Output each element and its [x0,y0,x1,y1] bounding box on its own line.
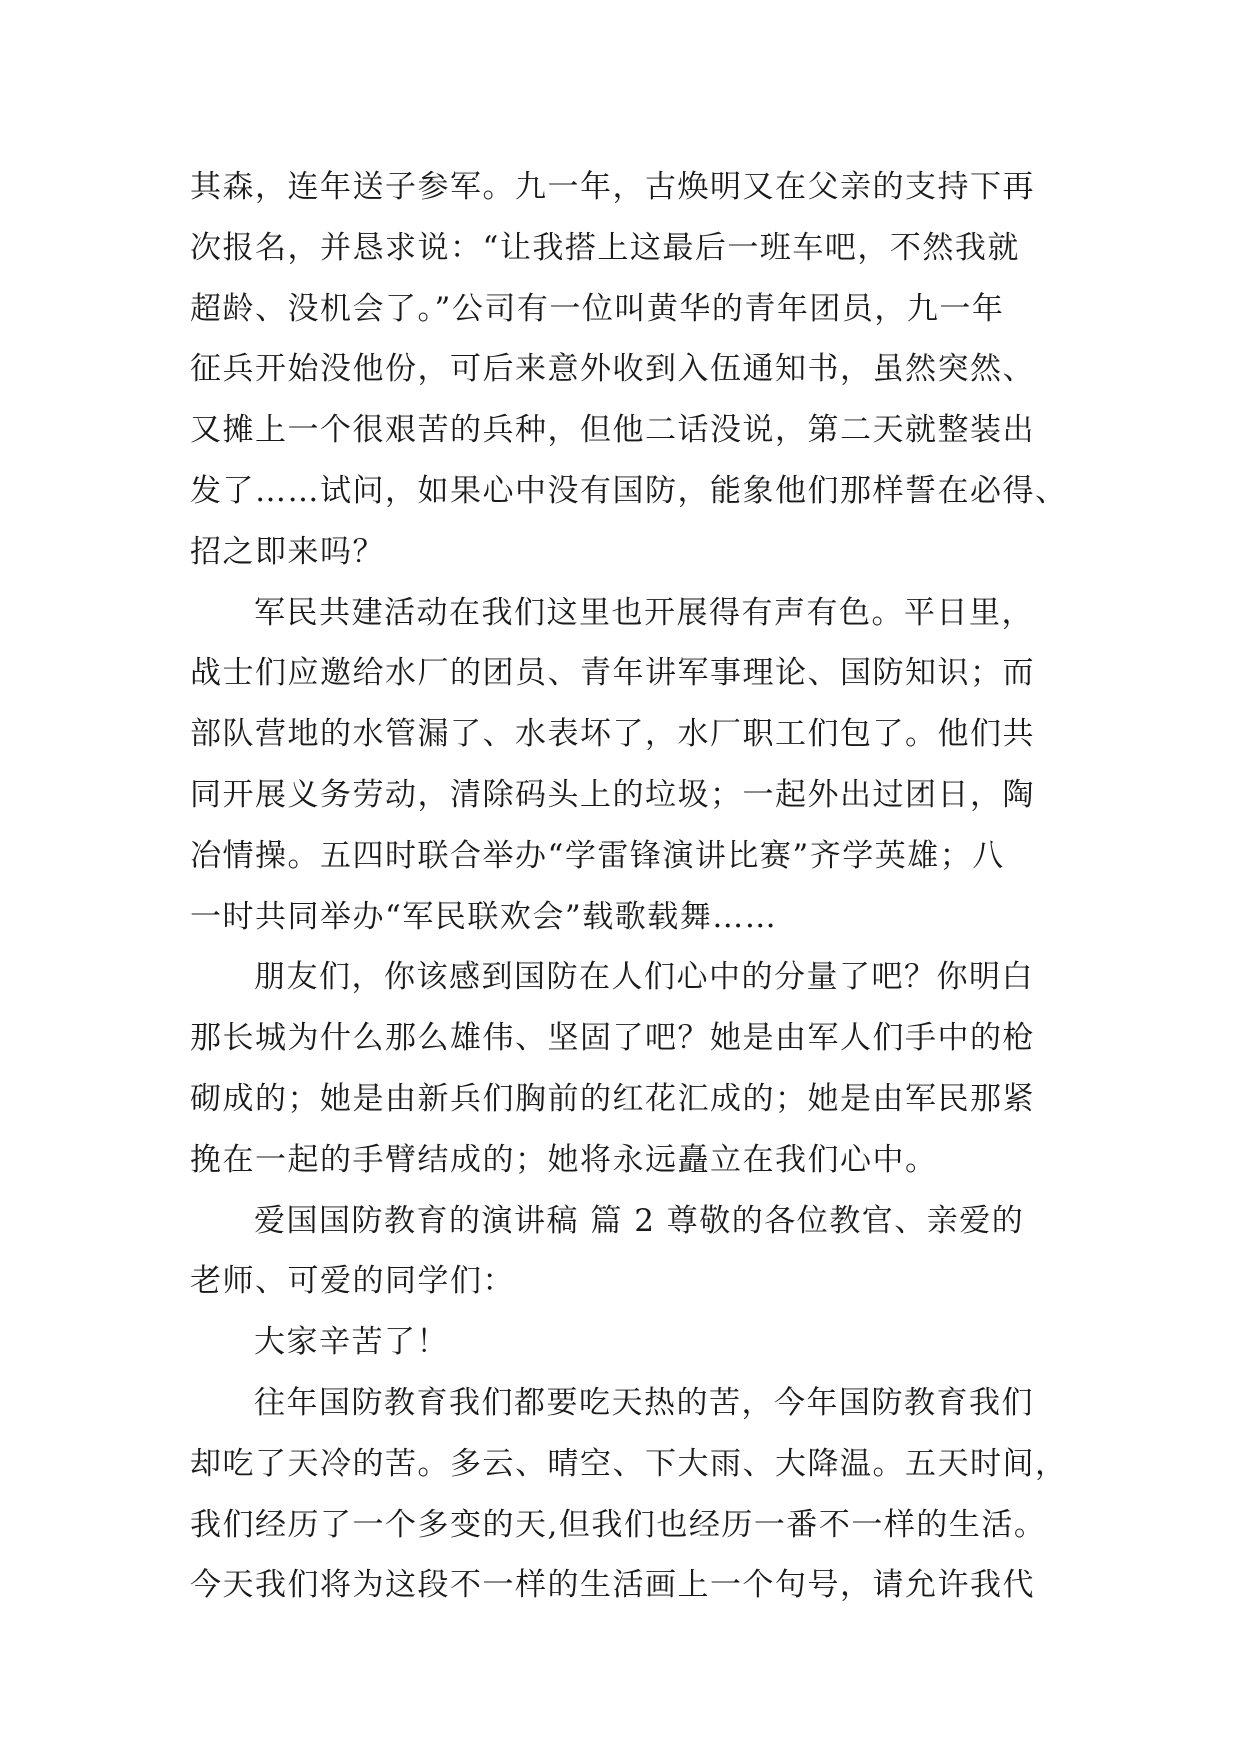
text-line: 那长城为什么那么雄伟、坚固了吧？她是由军人们手中的枪 [190,1020,1035,1057]
text-line: 发了……试问，如果心中没有国防，能象他们那样誓在必得、 [190,472,1068,509]
text-line: 一时共同举办“军民联欢会”载歌载舞…… [190,898,778,935]
text-line: 招之即来吗？ [190,533,385,570]
text-line: 征兵开始没他份，可后来意外收到入伍通知书，虽然突然、 [190,351,1035,388]
text-line: 冶情操。五四时联合举办“学雷锋演讲比赛”齐学英雄；八 [190,837,1005,874]
text-line: 砌成的；她是由新兵们胸前的红花汇成的；她是由军民那紧 [190,1080,1035,1117]
text-line: 战士们应邀给水厂的团员、青年讲军事理论、国防知识；而 [190,655,1035,692]
document-body [190,157,1070,1616]
text-line: 我们经历了一个多变的天,但我们也经历一番不一样的生活。 [190,1506,1047,1543]
text-line: 次报名，并恳求说：“让我搭上这最后一班车吧，不然我就 [190,229,1020,266]
text-line: 却吃了天冷的苦。多云、晴空、下大雨、大降温。五天时间， [190,1445,1068,1482]
text-line: 超龄、没机会了。”公司有一位叫黄华的青年团员，九一年 [190,290,1005,327]
text-line: 今天我们将为这段不一样的生活画上一个句号，请允许我代 [190,1567,1035,1604]
paragraph-first-line: 朋友们，你该感到国防在人们心中的分量了吧？你明白 [254,959,1034,996]
text-line: 同开展义务劳动，清除码头上的垃圾；一起外出过团日，陶 [190,776,1035,813]
section-heading-line: 爱国国防教育的演讲稿 篇 2 尊敬的各位教官、亲爱的 [254,1202,1025,1239]
paragraph-first-line: 往年国防教育我们都要吃天热的苦，今年国防教育我们 [254,1384,1034,1421]
text-line: 部队营地的水管漏了、水表坏了，水厂职工们包了。他们共 [190,716,1035,753]
text-line: 又摊上一个很艰苦的兵种，但他二话没说，第二天就整装出 [190,412,1035,449]
paragraph-first-line: 军民共建活动在我们这里也开展得有声有色。平日里， [254,594,1034,631]
text-line: 老师、可爱的同学们： [190,1263,515,1300]
text-line: 挽在一起的手臂结成的；她将永远矗立在我们心中。 [190,1141,938,1178]
greeting-line: 大家辛苦了！ [254,1324,449,1361]
text-line: 其森，连年送子参军。九一年，古焕明又在父亲的支持下再 [190,169,1035,205]
